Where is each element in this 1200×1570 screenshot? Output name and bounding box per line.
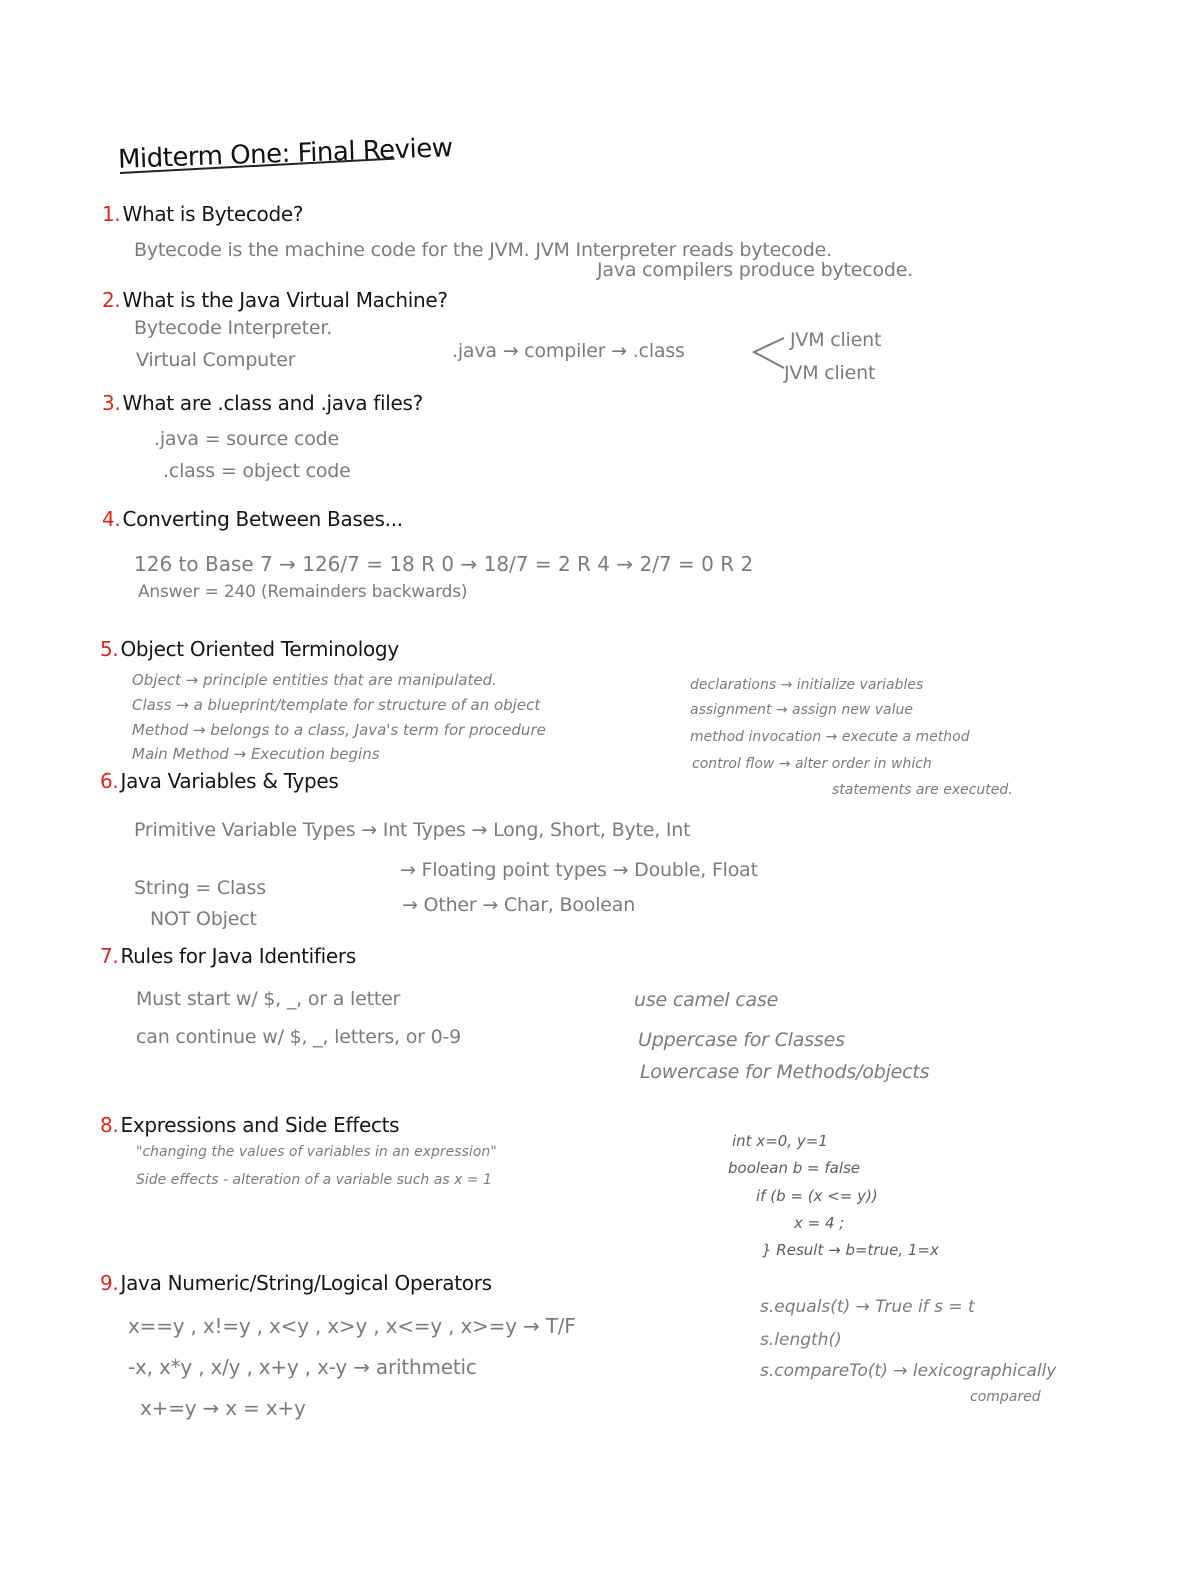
code-line-1: int x=0, y=1 [732, 1132, 828, 1150]
string-method-length: s.length() [760, 1330, 842, 1350]
section-2-title: What is the Java Virtual Machine? [122, 288, 448, 312]
section-9-heading [100, 1272, 492, 1294]
section-2-heading [102, 289, 448, 311]
section-5-number: 5. [100, 637, 119, 661]
section-3-line-2: .class = object code [163, 460, 351, 482]
section-1-line-2: Java compilers produce bytecode. [597, 259, 914, 281]
jvm-client-1: JVM client [790, 329, 882, 351]
string-method-equals: s.equals(t) → True if s = t [760, 1297, 975, 1317]
section-8-number: 8. [100, 1113, 119, 1137]
section-7-title: Rules for Java Identifiers [120, 944, 356, 968]
section-3-number: 3. [102, 391, 121, 415]
oop-term-main-method: Main Method → Execution begins [132, 745, 380, 763]
section-7-number: 7. [100, 944, 119, 968]
code-line-2: boolean b = false [728, 1159, 861, 1177]
code-line-5: } Result → b=true, 1=x [762, 1241, 939, 1259]
section-7-line-1: Must start w/ $, _, or a letter [136, 988, 401, 1010]
section-9-title: Java Numeric/String/Logical Operators [120, 1271, 492, 1295]
section-8-title: Expressions and Side Effects [120, 1113, 400, 1137]
section-7-line-2: can continue w/ $, _, letters, or 0-9 [136, 1026, 462, 1048]
string-method-compareto-cont: compared [970, 1389, 1041, 1405]
section-9-line-3: x+=y → x = x+y [140, 1396, 306, 1420]
section-8-line-2: Side effects - alteration of a variable such as x = 1 [136, 1172, 492, 1188]
oop-term-declarations: declarations → initialize variables [690, 677, 924, 693]
compile-flow: .java → compiler → .class [452, 340, 685, 362]
section-6-line-3: → Other → Char, Boolean [402, 894, 636, 916]
section-1-number: 1. [102, 202, 121, 226]
string-method-compareto: s.compareTo(t) → lexicographically [760, 1361, 1057, 1381]
oop-term-control-flow: control flow → alter order in which [692, 756, 932, 772]
section-4-heading [102, 508, 403, 530]
string-class-note: String = Class [134, 877, 266, 899]
section-1-heading [102, 203, 303, 225]
section-1-title: What is Bytecode? [122, 202, 304, 226]
jvm-client-2: JVM client [784, 362, 876, 384]
identifier-uppercase: Uppercase for Classes [638, 1029, 845, 1051]
code-line-4: x = 4 ; [794, 1214, 845, 1232]
oop-term-method-invocation: method invocation → execute a method [690, 729, 970, 745]
string-not-object: NOT Object [150, 908, 257, 930]
oop-term-assignment: assignment → assign new value [690, 702, 913, 718]
section-3-title: What are .class and .java files? [122, 391, 423, 415]
oop-term-object: Object → principle entities that are manipulated. [132, 671, 497, 689]
branch-arrows [748, 334, 788, 374]
section-1-line-1: Bytecode is the machine code for the JVM. JVM Interpreter reads bytecode. [134, 239, 832, 261]
code-line-3: if (b = (x <= y)) [756, 1187, 878, 1205]
section-2-number: 2. [102, 288, 121, 312]
section-4-title: Converting Between Bases... [122, 507, 403, 531]
section-4-line-1: 126 to Base 7 → 126/7 = 18 R 0 → 18/7 = 2 R 4 → 2/7 = 0 R 2 [134, 552, 754, 576]
section-6-line-2: → Floating point types → Double, Float [400, 859, 758, 881]
section-6-number: 6. [100, 769, 119, 793]
section-8-heading [100, 1114, 399, 1136]
section-2-line-2: Virtual Computer [136, 349, 296, 371]
section-5-title: Object Oriented Terminology [120, 637, 399, 661]
oop-term-class: Class → a blueprint/template for structure of an object [132, 696, 541, 714]
section-7-heading [100, 945, 356, 967]
section-6-title: Java Variables & Types [120, 769, 339, 793]
oop-term-method: Method → belongs to a class, Java's term for procedure [132, 721, 546, 739]
section-8-line-1: "changing the values of variables in an expression" [136, 1144, 497, 1160]
section-9-number: 9. [100, 1271, 119, 1295]
section-9-line-1: x==y , x!=y , x<y , x>y , x<=y , x>=y → T/F [128, 1314, 576, 1338]
section-4-number: 4. [102, 507, 121, 531]
section-6-line-1: Primitive Variable Types → Int Types → Long, Short, Byte, Int [134, 819, 691, 841]
section-3-heading [102, 392, 423, 414]
section-3-line-1: .java = source code [154, 428, 340, 450]
section-4-line-2: Answer = 240 (Remainders backwards) [138, 582, 468, 602]
section-6-heading [100, 770, 339, 792]
identifier-camel-case: use camel case [634, 989, 779, 1011]
oop-term-control-flow-cont: statements are executed. [832, 782, 1013, 798]
identifier-lowercase: Lowercase for Methods/objects [640, 1061, 930, 1083]
section-2-line-1: Bytecode Interpreter. [134, 317, 333, 339]
page-title: Midterm One: Final Review [117, 133, 454, 175]
section-9-line-2: -x, x*y , x/y , x+y , x-y → arithmetic [128, 1355, 477, 1379]
section-5-heading [100, 638, 399, 660]
